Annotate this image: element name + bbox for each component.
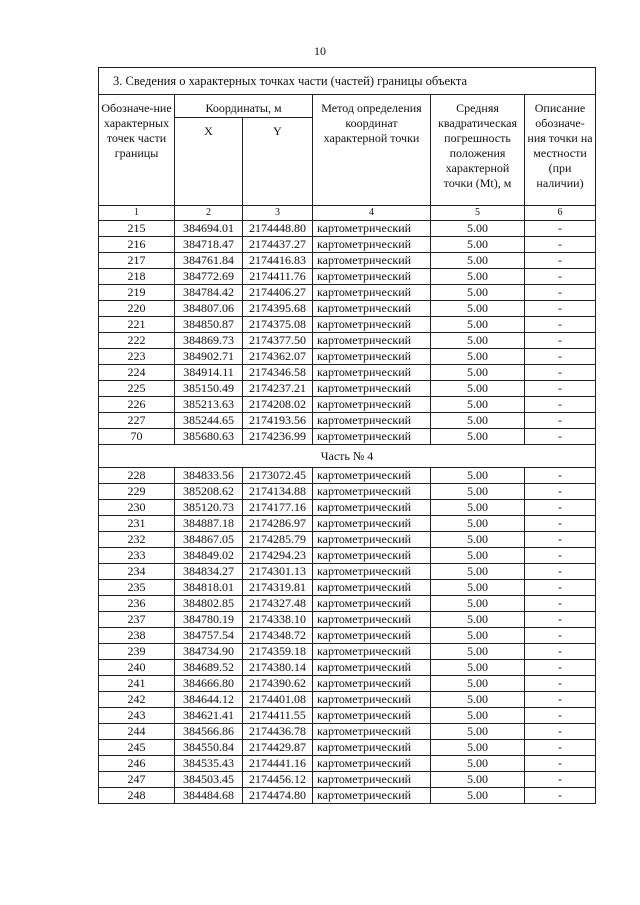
table-row bbox=[99, 381, 596, 397]
table-row bbox=[99, 660, 596, 676]
coord-x-cell: 385244.65 bbox=[175, 413, 243, 429]
accuracy-cell: 5.00 bbox=[431, 301, 525, 317]
point-id-cell: 216 bbox=[99, 237, 175, 253]
method-cell: картометрический bbox=[313, 429, 431, 445]
point-id-cell: 221 bbox=[99, 317, 175, 333]
coord-x-cell: 384834.27 bbox=[175, 564, 243, 580]
description-cell: - bbox=[525, 788, 596, 804]
accuracy-cell: 5.00 bbox=[431, 788, 525, 804]
coord-x-cell: 384734.90 bbox=[175, 644, 243, 660]
accuracy-cell: 5.00 bbox=[431, 349, 525, 365]
method-cell: картометрический bbox=[313, 660, 431, 676]
point-id-cell: 233 bbox=[99, 548, 175, 564]
accuracy-cell: 5.00 bbox=[431, 708, 525, 724]
coord-x-cell: 384484.68 bbox=[175, 788, 243, 804]
coord-x-cell: 384902.71 bbox=[175, 349, 243, 365]
coord-x-cell: 384833.56 bbox=[175, 468, 243, 484]
point-id-cell: 234 bbox=[99, 564, 175, 580]
header-point: Обозначе-ние характерных точек части границы bbox=[99, 95, 175, 206]
point-id-cell: 220 bbox=[99, 301, 175, 317]
description-cell: - bbox=[525, 333, 596, 349]
accuracy-cell: 5.00 bbox=[431, 596, 525, 612]
table-row bbox=[99, 253, 596, 269]
table-row bbox=[99, 500, 596, 516]
table-row bbox=[99, 756, 596, 772]
method-cell: картометрический bbox=[313, 740, 431, 756]
accuracy-cell: 5.00 bbox=[431, 317, 525, 333]
method-cell: картометрический bbox=[313, 333, 431, 349]
coord-y-cell: 2174177.16 bbox=[243, 500, 313, 516]
table-row bbox=[99, 237, 596, 253]
coord-x-cell: 384869.73 bbox=[175, 333, 243, 349]
coord-y-cell: 2174346.58 bbox=[243, 365, 313, 381]
description-cell: - bbox=[525, 397, 596, 413]
description-cell: - bbox=[525, 484, 596, 500]
method-cell: картометрический bbox=[313, 772, 431, 788]
description-cell: - bbox=[525, 381, 596, 397]
description-cell: - bbox=[525, 301, 596, 317]
coord-y-cell: 2174348.72 bbox=[243, 628, 313, 644]
coord-y-cell: 2174441.16 bbox=[243, 756, 313, 772]
point-id-cell: 232 bbox=[99, 532, 175, 548]
column-number: 3 bbox=[243, 206, 313, 221]
point-id-cell: 229 bbox=[99, 484, 175, 500]
column-number: 2 bbox=[175, 206, 243, 221]
coord-x-cell: 384761.84 bbox=[175, 253, 243, 269]
description-cell: - bbox=[525, 580, 596, 596]
point-id-cell: 243 bbox=[99, 708, 175, 724]
table-row bbox=[99, 484, 596, 500]
coord-y-cell: 2174362.07 bbox=[243, 349, 313, 365]
description-cell: - bbox=[525, 708, 596, 724]
point-id-cell: 241 bbox=[99, 676, 175, 692]
description-cell: - bbox=[525, 548, 596, 564]
description-cell: - bbox=[525, 676, 596, 692]
coord-x-cell: 384818.01 bbox=[175, 580, 243, 596]
method-cell: картометрический bbox=[313, 724, 431, 740]
coord-y-cell: 2174436.78 bbox=[243, 724, 313, 740]
table-row bbox=[99, 413, 596, 429]
coord-x-cell: 384503.45 bbox=[175, 772, 243, 788]
coord-y-cell: 2174474.80 bbox=[243, 788, 313, 804]
column-number-row bbox=[99, 206, 596, 221]
coord-x-cell: 384535.43 bbox=[175, 756, 243, 772]
description-cell: - bbox=[525, 612, 596, 628]
coord-y-cell: 2174406.27 bbox=[243, 285, 313, 301]
accuracy-cell: 5.00 bbox=[431, 397, 525, 413]
method-cell: картометрический bbox=[313, 237, 431, 253]
method-cell: картометрический bbox=[313, 285, 431, 301]
coord-y-cell: 2174193.56 bbox=[243, 413, 313, 429]
method-cell: картометрический bbox=[313, 692, 431, 708]
accuracy-cell: 5.00 bbox=[431, 285, 525, 301]
method-cell: картометрический bbox=[313, 381, 431, 397]
coord-x-cell: 384550.84 bbox=[175, 740, 243, 756]
table-row bbox=[99, 676, 596, 692]
method-cell: картометрический bbox=[313, 221, 431, 237]
method-cell: картометрический bbox=[313, 500, 431, 516]
table-row bbox=[99, 349, 596, 365]
method-cell: картометрический bbox=[313, 301, 431, 317]
description-cell: - bbox=[525, 724, 596, 740]
column-number: 1 bbox=[99, 206, 175, 221]
point-id-cell: 222 bbox=[99, 333, 175, 349]
description-cell: - bbox=[525, 237, 596, 253]
table-row bbox=[99, 596, 596, 612]
coord-y-cell: 2174359.18 bbox=[243, 644, 313, 660]
coord-x-cell: 384566.86 bbox=[175, 724, 243, 740]
accuracy-cell: 5.00 bbox=[431, 468, 525, 484]
accuracy-cell: 5.00 bbox=[431, 429, 525, 445]
table-row bbox=[99, 468, 596, 484]
coord-x-cell: 384867.05 bbox=[175, 532, 243, 548]
point-id-cell: 246 bbox=[99, 756, 175, 772]
method-cell: картометрический bbox=[313, 612, 431, 628]
table-row bbox=[99, 564, 596, 580]
point-id-cell: 231 bbox=[99, 516, 175, 532]
accuracy-cell: 5.00 bbox=[431, 365, 525, 381]
coord-x-cell: 384784.42 bbox=[175, 285, 243, 301]
table-row bbox=[99, 612, 596, 628]
method-cell: картометрический bbox=[313, 349, 431, 365]
description-cell: - bbox=[525, 756, 596, 772]
accuracy-cell: 5.00 bbox=[431, 692, 525, 708]
point-id-cell: 247 bbox=[99, 772, 175, 788]
point-id-cell: 224 bbox=[99, 365, 175, 381]
coord-y-cell: 2174236.99 bbox=[243, 429, 313, 445]
accuracy-cell: 5.00 bbox=[431, 580, 525, 596]
coord-x-cell: 384621.41 bbox=[175, 708, 243, 724]
method-cell: картометрический bbox=[313, 644, 431, 660]
method-cell: картометрический bbox=[313, 788, 431, 804]
coord-y-cell: 2174390.62 bbox=[243, 676, 313, 692]
header-description: Описание обозначе-ния точки на местности (при наличии) bbox=[525, 95, 596, 206]
accuracy-cell: 5.00 bbox=[431, 772, 525, 788]
coord-y-cell: 2174134.88 bbox=[243, 484, 313, 500]
point-id-cell: 245 bbox=[99, 740, 175, 756]
header-coords: Координаты, м bbox=[175, 95, 313, 118]
description-cell: - bbox=[525, 628, 596, 644]
point-id-cell: 225 bbox=[99, 381, 175, 397]
header-row bbox=[99, 95, 596, 118]
description-cell: - bbox=[525, 468, 596, 484]
table-row bbox=[99, 788, 596, 804]
method-cell: картометрический bbox=[313, 676, 431, 692]
coord-y-cell: 2174411.55 bbox=[243, 708, 313, 724]
accuracy-cell: 5.00 bbox=[431, 516, 525, 532]
coord-y-cell: 2174437.27 bbox=[243, 237, 313, 253]
table-row bbox=[99, 365, 596, 381]
description-cell: - bbox=[525, 221, 596, 237]
point-id-cell: 244 bbox=[99, 724, 175, 740]
coord-y-cell: 2174237.21 bbox=[243, 381, 313, 397]
coord-y-cell: 2174380.14 bbox=[243, 660, 313, 676]
point-id-cell: 227 bbox=[99, 413, 175, 429]
method-cell: картометрический bbox=[313, 596, 431, 612]
method-cell: картометрический bbox=[313, 532, 431, 548]
description-cell: - bbox=[525, 269, 596, 285]
table-row bbox=[99, 317, 596, 333]
coord-y-cell: 2174294.23 bbox=[243, 548, 313, 564]
coord-y-cell: 2174416.83 bbox=[243, 253, 313, 269]
coord-y-cell: 2174319.81 bbox=[243, 580, 313, 596]
description-cell: - bbox=[525, 500, 596, 516]
table-row bbox=[99, 708, 596, 724]
table-body bbox=[99, 68, 596, 804]
description-cell: - bbox=[525, 317, 596, 333]
point-id-cell: 242 bbox=[99, 692, 175, 708]
description-cell: - bbox=[525, 516, 596, 532]
description-cell: - bbox=[525, 349, 596, 365]
method-cell: картометрический bbox=[313, 269, 431, 285]
boundary-points-table bbox=[98, 67, 596, 804]
table-row bbox=[99, 532, 596, 548]
accuracy-cell: 5.00 bbox=[431, 644, 525, 660]
method-cell: картометрический bbox=[313, 484, 431, 500]
coord-x-cell: 384718.47 bbox=[175, 237, 243, 253]
page-number: 10 bbox=[314, 44, 326, 58]
accuracy-cell: 5.00 bbox=[431, 660, 525, 676]
coord-y-cell: 2174429.87 bbox=[243, 740, 313, 756]
coord-x-cell: 384694.01 bbox=[175, 221, 243, 237]
point-id-cell: 230 bbox=[99, 500, 175, 516]
description-cell: - bbox=[525, 740, 596, 756]
accuracy-cell: 5.00 bbox=[431, 221, 525, 237]
coord-y-cell: 2174338.10 bbox=[243, 612, 313, 628]
coord-y-cell: 2173072.45 bbox=[243, 468, 313, 484]
part-heading-row bbox=[99, 445, 596, 468]
coord-x-cell: 385120.73 bbox=[175, 500, 243, 516]
table-row bbox=[99, 628, 596, 644]
accuracy-cell: 5.00 bbox=[431, 381, 525, 397]
coord-y-cell: 2174395.68 bbox=[243, 301, 313, 317]
coord-x-cell: 384807.06 bbox=[175, 301, 243, 317]
point-id-cell: 219 bbox=[99, 285, 175, 301]
coord-y-cell: 2174401.08 bbox=[243, 692, 313, 708]
description-cell: - bbox=[525, 532, 596, 548]
coord-y-cell: 2174327.48 bbox=[243, 596, 313, 612]
method-cell: картометрический bbox=[313, 516, 431, 532]
point-id-cell: 217 bbox=[99, 253, 175, 269]
method-cell: картометрический bbox=[313, 365, 431, 381]
header-method: Метод определения координат характерной точки bbox=[313, 95, 431, 206]
description-cell: - bbox=[525, 772, 596, 788]
coord-y-cell: 2174375.08 bbox=[243, 317, 313, 333]
accuracy-cell: 5.00 bbox=[431, 269, 525, 285]
coord-x-cell: 384802.85 bbox=[175, 596, 243, 612]
part-heading: Часть № 4 bbox=[99, 445, 596, 468]
method-cell: картометрический bbox=[313, 317, 431, 333]
point-id-cell: 239 bbox=[99, 644, 175, 660]
coord-x-cell: 384689.52 bbox=[175, 660, 243, 676]
method-cell: картометрический bbox=[313, 564, 431, 580]
coord-y-cell: 2174285.79 bbox=[243, 532, 313, 548]
section-title-row bbox=[99, 68, 596, 95]
table-row bbox=[99, 285, 596, 301]
accuracy-cell: 5.00 bbox=[431, 532, 525, 548]
method-cell: картометрический bbox=[313, 708, 431, 724]
method-cell: картометрический bbox=[313, 628, 431, 644]
table-row bbox=[99, 516, 596, 532]
coord-y-cell: 2174411.76 bbox=[243, 269, 313, 285]
table-row bbox=[99, 740, 596, 756]
point-id-cell: 235 bbox=[99, 580, 175, 596]
column-number: 6 bbox=[525, 206, 596, 221]
point-id-cell: 238 bbox=[99, 628, 175, 644]
accuracy-cell: 5.00 bbox=[431, 724, 525, 740]
coord-y-cell: 2174208.02 bbox=[243, 397, 313, 413]
accuracy-cell: 5.00 bbox=[431, 756, 525, 772]
coord-y-cell: 2174456.12 bbox=[243, 772, 313, 788]
method-cell: картометрический bbox=[313, 468, 431, 484]
point-id-cell: 236 bbox=[99, 596, 175, 612]
accuracy-cell: 5.00 bbox=[431, 548, 525, 564]
method-cell: картометрический bbox=[313, 397, 431, 413]
accuracy-cell: 5.00 bbox=[431, 253, 525, 269]
header-y: Y bbox=[243, 118, 313, 206]
table-row bbox=[99, 333, 596, 349]
point-id-cell: 248 bbox=[99, 788, 175, 804]
table-row bbox=[99, 644, 596, 660]
accuracy-cell: 5.00 bbox=[431, 564, 525, 580]
accuracy-cell: 5.00 bbox=[431, 237, 525, 253]
accuracy-cell: 5.00 bbox=[431, 740, 525, 756]
description-cell: - bbox=[525, 285, 596, 301]
coord-x-cell: 384780.19 bbox=[175, 612, 243, 628]
method-cell: картометрический bbox=[313, 580, 431, 596]
coord-x-cell: 385150.49 bbox=[175, 381, 243, 397]
table-row bbox=[99, 772, 596, 788]
coord-x-cell: 385213.63 bbox=[175, 397, 243, 413]
table-row bbox=[99, 692, 596, 708]
table-row bbox=[99, 548, 596, 564]
point-id-cell: 223 bbox=[99, 349, 175, 365]
coord-x-cell: 384849.02 bbox=[175, 548, 243, 564]
coord-x-cell: 385680.63 bbox=[175, 429, 243, 445]
header-accuracy: Средняя квадратическая погрешность положения характерной точки (Mt), м bbox=[431, 95, 525, 206]
table-row bbox=[99, 269, 596, 285]
coord-y-cell: 2174286.97 bbox=[243, 516, 313, 532]
point-id-cell: 240 bbox=[99, 660, 175, 676]
table-row bbox=[99, 221, 596, 237]
point-id-cell: 70 bbox=[99, 429, 175, 445]
method-cell: картометрический bbox=[313, 413, 431, 429]
table-row bbox=[99, 724, 596, 740]
coord-x-cell: 385208.62 bbox=[175, 484, 243, 500]
description-cell: - bbox=[525, 596, 596, 612]
accuracy-cell: 5.00 bbox=[431, 413, 525, 429]
column-number: 4 bbox=[313, 206, 431, 221]
accuracy-cell: 5.00 bbox=[431, 628, 525, 644]
table-row bbox=[99, 301, 596, 317]
description-cell: - bbox=[525, 413, 596, 429]
accuracy-cell: 5.00 bbox=[431, 500, 525, 516]
header-x: X bbox=[175, 118, 243, 206]
coord-y-cell: 2174448.80 bbox=[243, 221, 313, 237]
coord-x-cell: 384757.54 bbox=[175, 628, 243, 644]
coord-y-cell: 2174377.50 bbox=[243, 333, 313, 349]
accuracy-cell: 5.00 bbox=[431, 676, 525, 692]
point-id-cell: 237 bbox=[99, 612, 175, 628]
coord-x-cell: 384887.18 bbox=[175, 516, 243, 532]
method-cell: картометрический bbox=[313, 548, 431, 564]
description-cell: - bbox=[525, 660, 596, 676]
description-cell: - bbox=[525, 253, 596, 269]
method-cell: картометрический bbox=[313, 756, 431, 772]
description-cell: - bbox=[525, 564, 596, 580]
coord-x-cell: 384850.87 bbox=[175, 317, 243, 333]
point-id-cell: 215 bbox=[99, 221, 175, 237]
description-cell: - bbox=[525, 692, 596, 708]
accuracy-cell: 5.00 bbox=[431, 612, 525, 628]
method-cell: картометрический bbox=[313, 253, 431, 269]
point-id-cell: 226 bbox=[99, 397, 175, 413]
table-row bbox=[99, 580, 596, 596]
point-id-cell: 228 bbox=[99, 468, 175, 484]
coord-x-cell: 384914.11 bbox=[175, 365, 243, 381]
coord-x-cell: 384666.80 bbox=[175, 676, 243, 692]
description-cell: - bbox=[525, 429, 596, 445]
section-title: 3. Сведения о характерных точках части (частей) границы объекта bbox=[99, 68, 596, 95]
accuracy-cell: 5.00 bbox=[431, 333, 525, 349]
coord-x-cell: 384644.12 bbox=[175, 692, 243, 708]
point-id-cell: 218 bbox=[99, 269, 175, 285]
table-row bbox=[99, 397, 596, 413]
description-cell: - bbox=[525, 365, 596, 381]
coord-y-cell: 2174301.13 bbox=[243, 564, 313, 580]
column-number: 5 bbox=[431, 206, 525, 221]
table-row bbox=[99, 429, 596, 445]
accuracy-cell: 5.00 bbox=[431, 484, 525, 500]
description-cell: - bbox=[525, 644, 596, 660]
coord-x-cell: 384772.69 bbox=[175, 269, 243, 285]
